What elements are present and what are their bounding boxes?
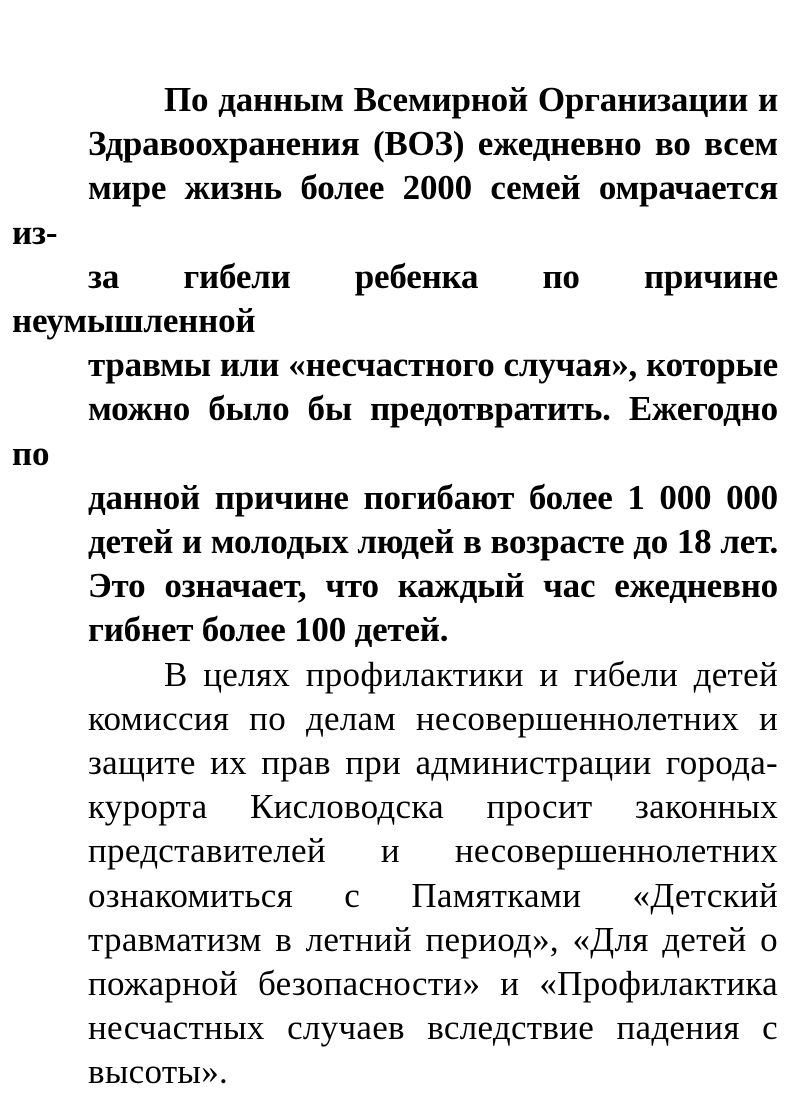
text-line: пожарной безопасности» и «Профилактика <box>88 964 778 1004</box>
paragraph-appeal <box>12 653 778 1095</box>
text-line: комиссия по делам несовершеннолетних и <box>88 698 778 738</box>
text-line: защите их прав при администрации города- <box>88 743 778 783</box>
text-line: гибнет более 100 детей. <box>88 610 449 650</box>
text-line: Здравоохранения (ВОЗ) ежедневно во всем <box>88 124 778 164</box>
text-line: представителей и несовершеннолетних <box>88 831 778 871</box>
document-page <box>12 78 778 1095</box>
text-line: курорта Кисловодска просит законных <box>88 787 778 827</box>
text-line: можно было бы предотвратить. Ежегодно по <box>12 389 778 473</box>
text-line: данной причине погибают более 1 000 000 <box>88 477 778 517</box>
text-line: ознакомиться с Памятками «Детский <box>88 875 778 915</box>
text-line: несчастных случаев вследствие падения с <box>88 1008 778 1048</box>
text-line: В целях профилактики и гибели детей <box>164 654 778 694</box>
text-line: Это означает, что каждый час ежедневно <box>88 566 778 606</box>
text-line: за гибели ребенка по причине неумышленной <box>12 256 778 341</box>
paragraph-statistics <box>12 78 778 653</box>
text-line: мире жизнь более 2000 семей омрачается из- <box>12 168 778 252</box>
text-line: высоты». <box>88 1052 229 1092</box>
text-line: детей и молодых людей в возрасте до 18 лет. <box>88 522 779 562</box>
text-line: травматизм в летний период», «Для детей о <box>88 919 778 959</box>
text-line: травмы или «несчастного случая», которые <box>88 345 778 385</box>
text-line: По данным Всемирной Организации и <box>164 80 778 119</box>
